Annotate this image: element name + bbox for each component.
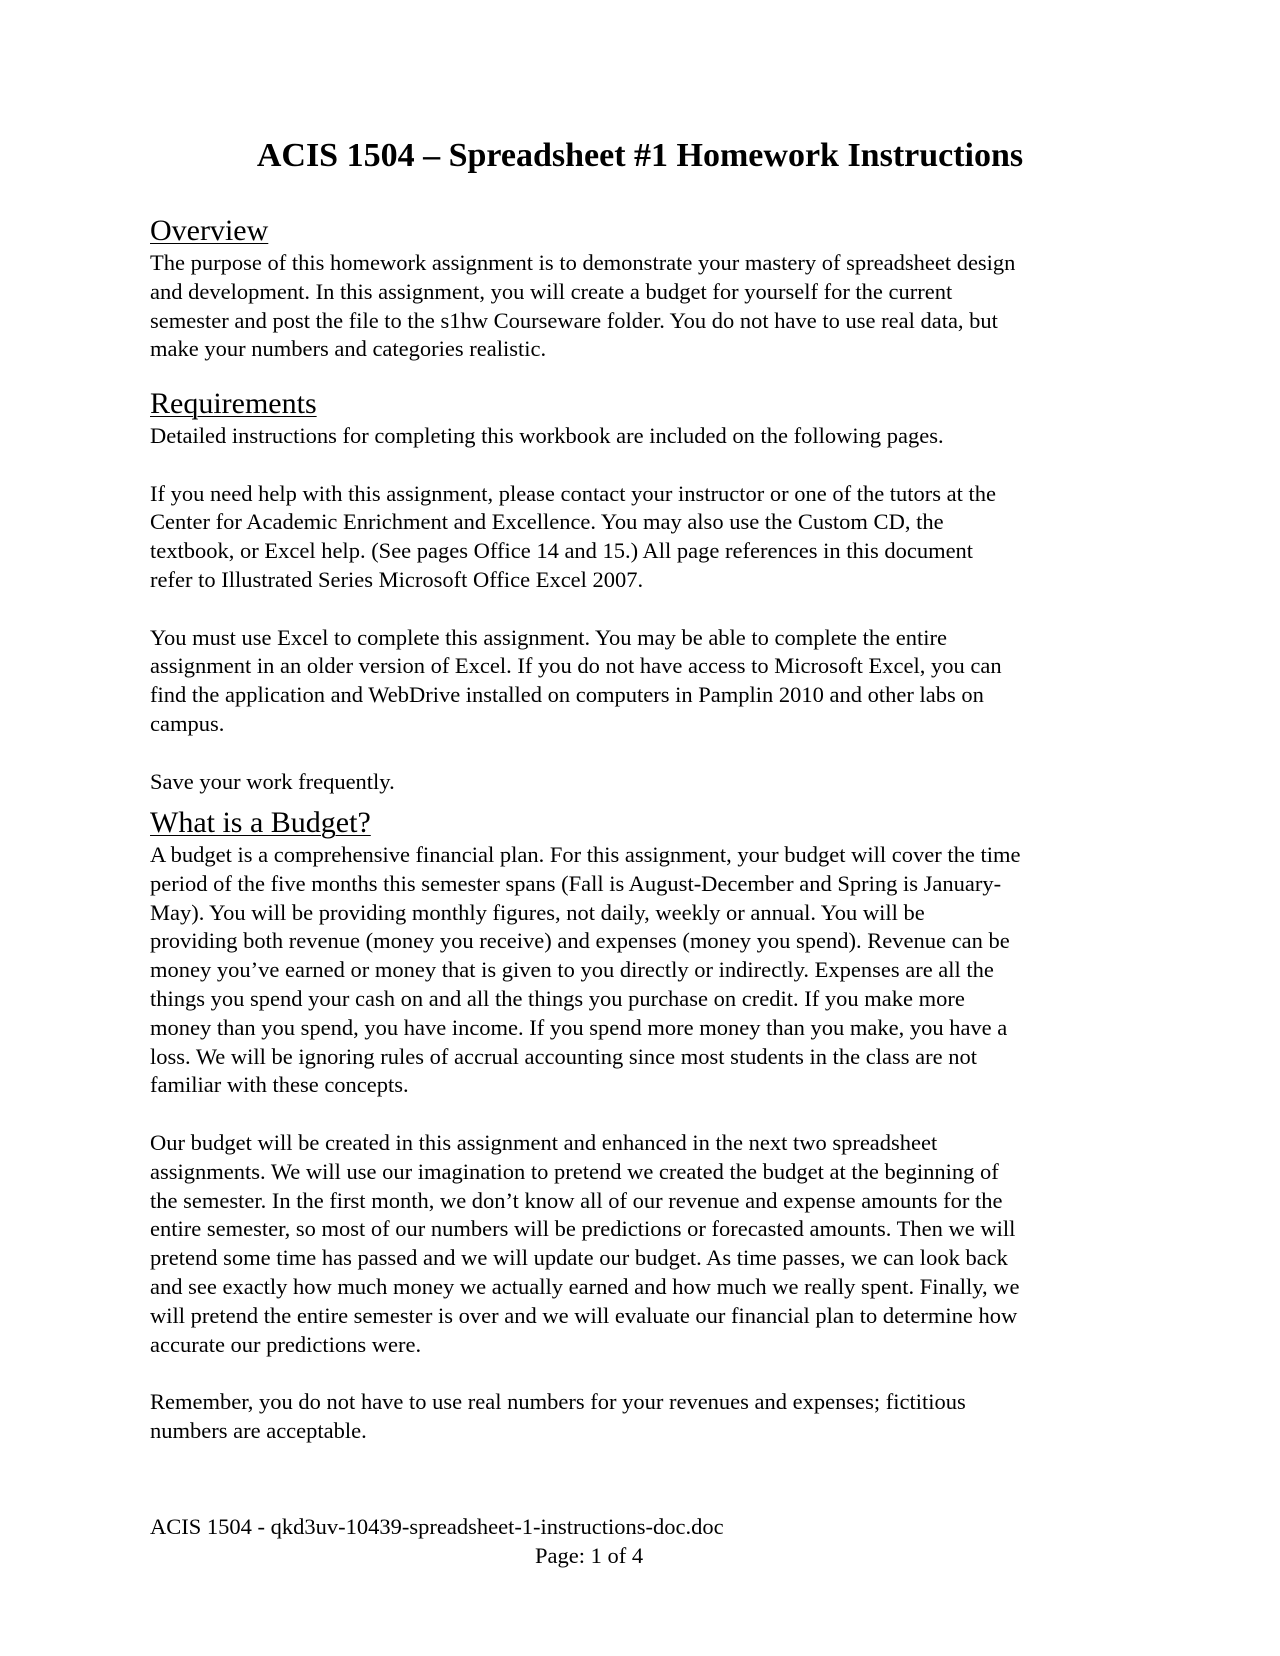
budget-line: accurate our predictions were.	[150, 1331, 422, 1357]
budget-line: Our budget will be created in this assignment and enhanced in the next two spreadsheet	[150, 1129, 938, 1155]
requirements-line: Save your work frequently.	[150, 768, 395, 794]
overview-line: make your numbers and categories realistic.	[150, 336, 547, 362]
requirements-paragraph-3	[150, 624, 1130, 739]
overview-line: The purpose of this homework assignment is to demonstrate your mastery of spreadsheet design	[150, 250, 1016, 275]
budget-line: familiar with these concepts.	[150, 1072, 409, 1098]
budget-line: period of the five months this semester spans (Fall is August-December and Spring is January-	[150, 870, 1002, 896]
requirements-heading: Requirements	[150, 387, 317, 420]
overview-line: and development. In this assignment, you will create a budget for yourself for the current	[150, 278, 953, 304]
budget-heading: What is a Budget?	[150, 806, 371, 839]
overview-section	[150, 213, 1130, 364]
budget-line: and see exactly how much money we actually earned and how much we really spent. Finally, we	[150, 1273, 1020, 1299]
budget-line: Remember, you do not have to use real numbers for your revenues and expenses; fictitious	[150, 1389, 966, 1415]
budget-line: May). You will be providing monthly figures, not daily, weekly or annual. You will be	[150, 899, 925, 925]
requirements-line: You must use Excel to complete this assignment. You may be able to complete the entire	[150, 624, 947, 650]
requirements-line: Detailed instructions for completing this workbook are included on the following pages.	[150, 423, 944, 448]
requirements-paragraph-1	[150, 422, 1130, 451]
budget-line: money you’ve earned or money that is given to you directly or indirectly. Expenses are all the	[150, 957, 994, 983]
requirements-paragraph-2	[150, 480, 1130, 595]
budget-line: things you spend your cash on and all the things you purchase on credit. If you make more	[150, 985, 965, 1011]
budget-line: loss. We will be ignoring rules of accrual accounting since most students in the class are not	[150, 1043, 977, 1069]
requirements-line: find the application and WebDrive installed on computers in Pamplin 2010 and other labs on	[150, 682, 984, 708]
footer-page-number: Page: 1 of 4	[535, 1542, 644, 1568]
requirements-section	[150, 386, 1130, 796]
budget-paragraph-1	[150, 841, 1130, 1100]
overview-paragraph	[150, 249, 1130, 364]
requirements-line: campus.	[150, 710, 225, 736]
budget-line: assignments. We will use our imagination to pretend we created the budget at the beginning of	[150, 1158, 999, 1184]
budget-line: money than you spend, you have income. If you spend more money than you make, you have a	[150, 1014, 1008, 1040]
budget-line: A budget is a comprehensive financial plan. For this assignment, your budget will cover the time	[150, 842, 1021, 867]
requirements-line: If you need help with this assignment, please contact your instructor or one of the tutors at the	[150, 480, 997, 506]
budget-section	[150, 805, 1130, 1446]
requirements-line: assignment in an older version of Excel. If you do not have access to Microsoft Excel, you can	[150, 653, 1002, 679]
requirements-line: Center for Academic Enrichment and Excellence. You may also use the Custom CD, the	[150, 509, 944, 535]
overview-heading: Overview	[150, 214, 269, 247]
overview-line: semester and post the file to the s1hw Courseware folder. You do not have to use real data, but	[150, 307, 998, 333]
footer-filename: ACIS 1504 - qkd3uv-10439-spreadsheet-1-instructions-doc.doc	[150, 1514, 724, 1539]
budget-line: numbers are acceptable.	[150, 1417, 367, 1443]
budget-paragraph-3	[150, 1388, 1130, 1446]
page-footer	[150, 1513, 1130, 1571]
document-title: ACIS 1504 – Spreadsheet #1 Homework Instructions	[256, 137, 1024, 174]
requirements-line: refer to Illustrated Series Microsoft Office Excel 2007.	[150, 566, 644, 592]
budget-line: will pretend the entire semester is over and we will evaluate our financial plan to determine how	[150, 1302, 1018, 1328]
requirements-paragraph-4	[150, 768, 1130, 797]
budget-line: providing both revenue (money you receive) and expenses (money you spend). Revenue can be	[150, 928, 1010, 954]
document-page	[150, 0, 1130, 1656]
budget-line: pretend some time has passed and we will update our budget. As time passes, we can look back	[150, 1245, 1008, 1271]
requirements-line: textbook, or Excel help. (See pages Office 14 and 15.) All page references in this document	[150, 538, 974, 564]
budget-paragraph-2	[150, 1129, 1130, 1359]
budget-line: the semester. In the first month, we don’t know all of our revenue and expense amounts for the	[150, 1187, 1003, 1213]
budget-line: entire semester, so most of our numbers will be predictions or forecasted amounts. Then we will	[150, 1216, 1016, 1242]
